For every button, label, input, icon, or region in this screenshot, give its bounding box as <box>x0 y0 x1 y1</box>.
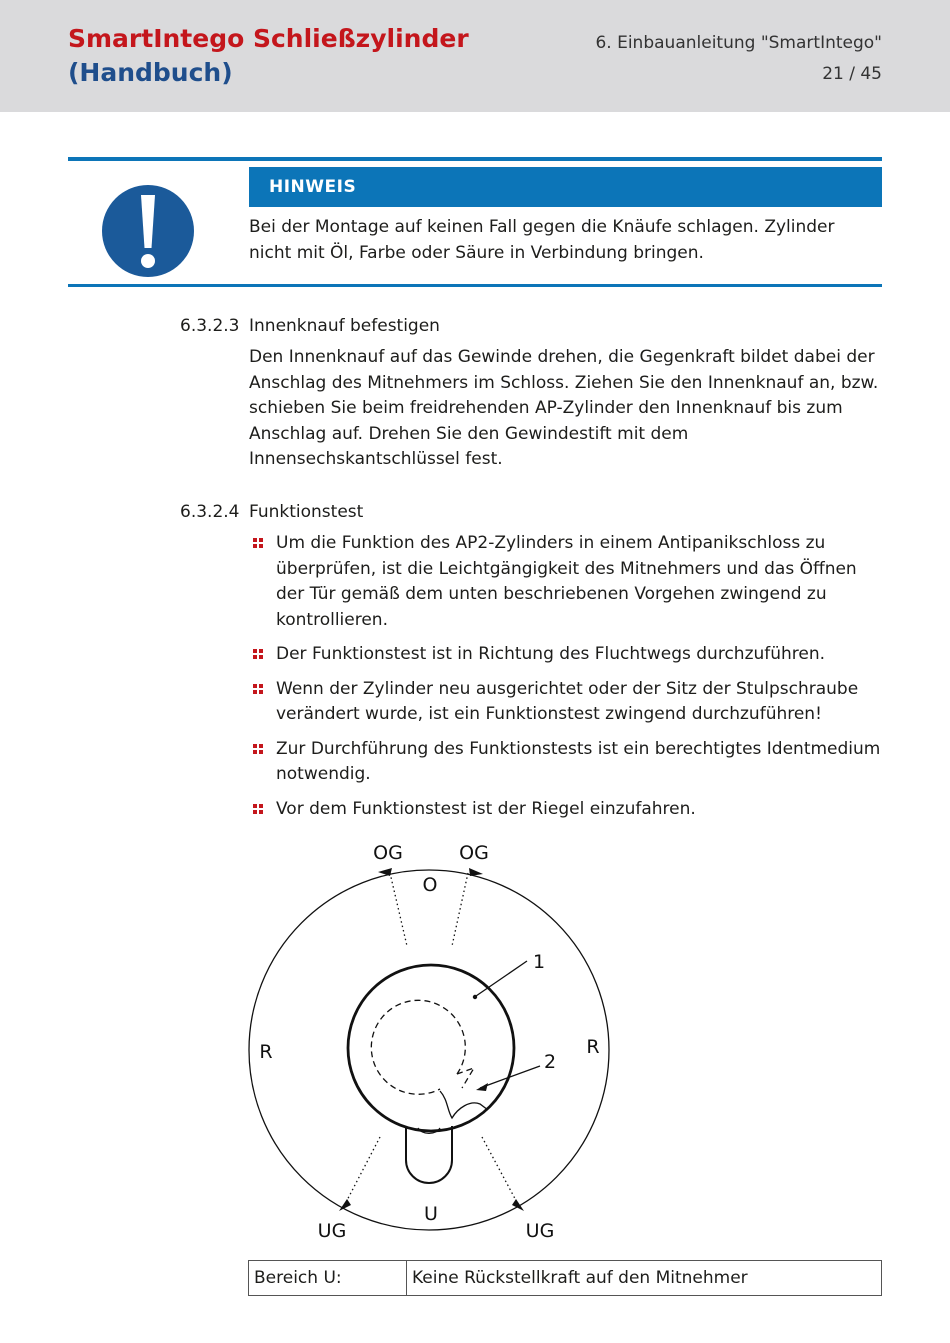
section-title: Innenknauf befestigen <box>249 316 440 336</box>
section-title: Funktionstest <box>249 502 364 522</box>
document-title-line2: (Handbuch) <box>68 58 233 87</box>
leader-1 <box>476 961 527 996</box>
label-og-right: OG <box>459 842 489 864</box>
list-item-text: Der Funktionstest ist in Richtung des Fluchtwegs durchzuführen. <box>276 644 826 664</box>
document-title-line1: SmartIntego Schließzylinder <box>68 24 469 53</box>
bullet-icon <box>253 804 264 815</box>
ug-right-line <box>482 1137 520 1208</box>
table-cell-description: Keine Rückstellkraft auf den Mitnehmer <box>407 1261 882 1296</box>
section-number: 6.3.2.3 <box>180 316 240 336</box>
page-number: 21 / 45 <box>822 64 882 84</box>
bullet-icon <box>253 744 264 755</box>
section-paragraph: Den Innenknauf auf das Gewinde drehen, die Gegenkraft bildet dabei der Anschlag des Mitnehmers im Schloss. Ziehen Sie den Innenknauf an, bzw. schieben Sie beim freidrehenden AP-Zylinder den Innenknauf bis zum Anschlag auf. Drehen Sie den Gewindestift mit dem Innensechskantschlüssel fest. <box>249 347 879 469</box>
outer-circle <box>249 870 609 1230</box>
label-1: 1 <box>532 951 546 973</box>
label-u: U <box>424 1203 438 1225</box>
legend-table <box>248 1260 882 1296</box>
list-item <box>249 737 884 788</box>
list-item-text: Um die Funktion des AP2-Zylinders in einem Antipanikschloss zu überprüfen, ist die Leichtgängigkeit des Mitnehmers und das Öffnen der Tür gemäß dem unten beschriebenen Vorgehen zwingend zu kontrollieren. <box>276 533 857 630</box>
knob-outline <box>406 1126 452 1183</box>
table-cell-term: Bereich U: <box>249 1261 407 1296</box>
list-item <box>249 797 884 823</box>
bullet-list <box>249 531 884 831</box>
chapter-info <box>595 28 882 90</box>
bullet-icon <box>253 684 264 695</box>
cam-circle <box>348 965 514 1131</box>
list-item-text: Zur Durchführung des Funktionstests ist ein berechtigtes Identmedium notwendig. <box>276 738 881 784</box>
diagram-drawing <box>240 835 620 1255</box>
og-right-line <box>452 873 468 946</box>
dashed-circle <box>371 1000 465 1094</box>
bullet-icon <box>253 538 264 549</box>
label-r-right: R <box>586 1036 600 1058</box>
bullet-icon <box>253 649 264 660</box>
ug-left-line <box>343 1137 380 1208</box>
list-item-text: Wenn der Zylinder neu ausgerichtet oder der Sitz der Stulpschraube verändert wurde, ist ein Funktionstest zwingend durchzuführen! <box>276 678 859 724</box>
chapter-title: 6. Einbauanleitung "SmartIntego" <box>595 33 882 53</box>
section-number: 6.3.2.4 <box>180 502 240 522</box>
list-item <box>249 642 884 668</box>
label-2: 2 <box>543 1051 557 1073</box>
og-left-line <box>390 873 407 946</box>
list-item <box>249 677 884 728</box>
page-header <box>0 0 950 112</box>
exclamation-circle-icon <box>98 181 198 281</box>
label-o: O <box>422 874 438 896</box>
document-title <box>68 22 469 90</box>
notice-label: HINWEIS <box>249 167 882 207</box>
label-ug-right: UG <box>525 1220 555 1242</box>
label-ug-left: UG <box>317 1220 347 1242</box>
list-item <box>249 531 884 633</box>
table-row <box>249 1261 882 1296</box>
list-item-text: Vor dem Funktionstest ist der Riegel einzufahren. <box>276 798 696 819</box>
notice-text: Bei der Montage auf keinen Fall gegen die Knäufe schlagen. Zylinder nicht mit Öl, Farbe oder Säure in Verbindung bringen. <box>249 217 835 263</box>
notice-box <box>68 157 882 287</box>
label-og-left: OG <box>373 842 403 864</box>
label-r-left: R <box>259 1041 273 1063</box>
cylinder-rotation-diagram <box>240 835 620 1255</box>
